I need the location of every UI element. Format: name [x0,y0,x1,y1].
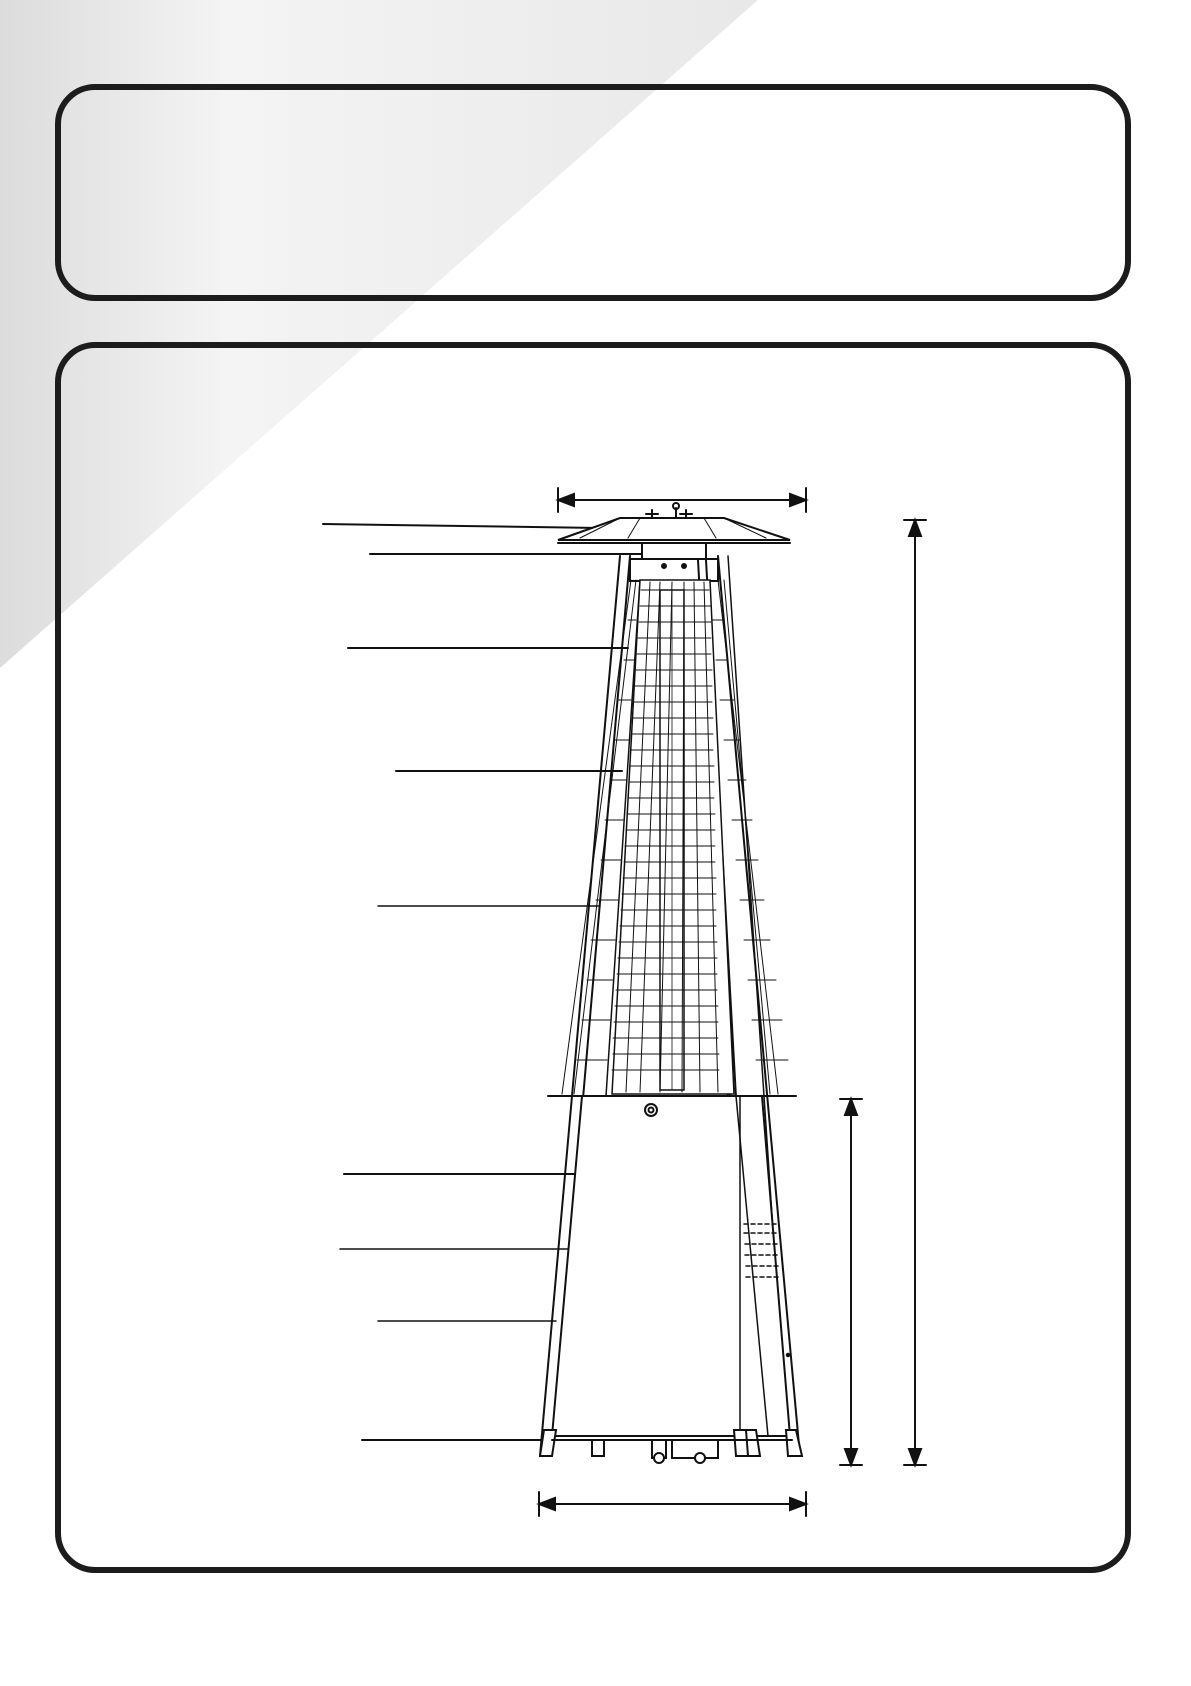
dimension-base-height [840,1099,862,1465]
dimension-overall-height [904,520,926,1465]
dimension-base-width [539,1492,806,1516]
base-cabinet [548,1096,796,1436]
top-bracket [630,543,718,581]
dimension-top-width [558,488,806,512]
leader-reflector-hood [323,524,600,528]
reflector-hood [558,503,790,543]
